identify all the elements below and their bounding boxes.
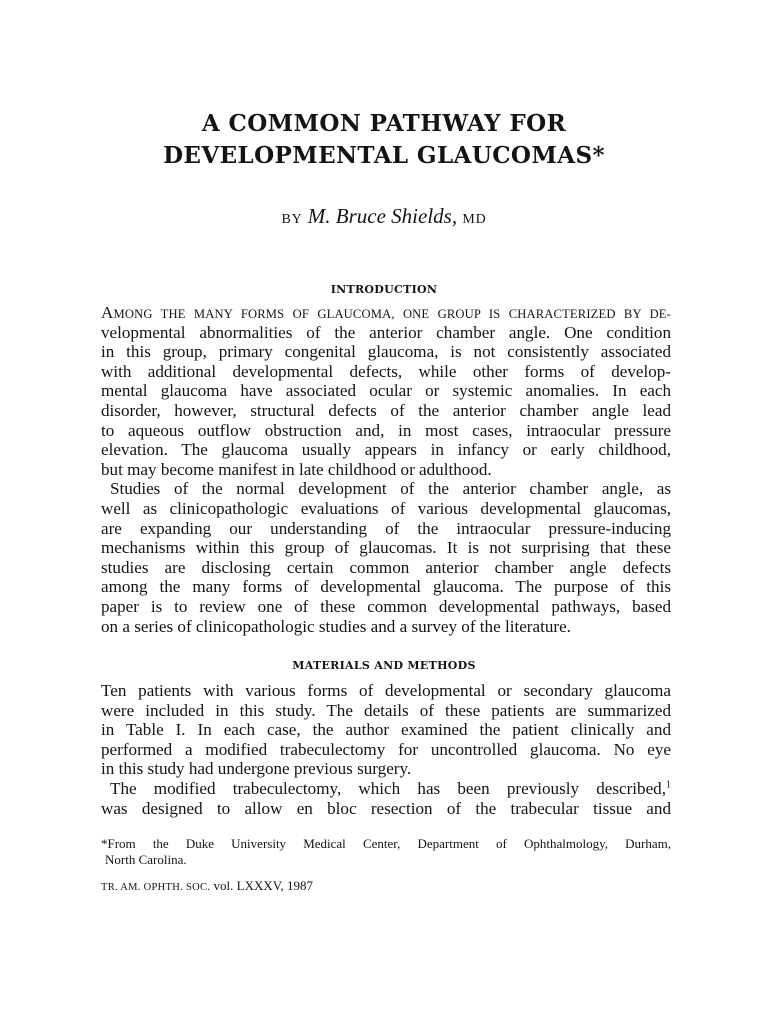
- text-segment: The modified trabeculectomy, which has been previously described,: [110, 778, 666, 798]
- text-line: Studies of the normal development of the anterior chamber angle, as: [110, 479, 671, 499]
- author-name: M. Bruce Shields,: [307, 204, 458, 228]
- text-line: Ten patients with various forms of developmental or secondary glaucoma: [101, 681, 671, 700]
- text-line: performed a modified trabeculectomy for uncontrolled glaucoma. No eye: [101, 739, 671, 759]
- intro-lead-line: [101, 303, 671, 323]
- title-line-1: A COMMON PATHWAY FOR: [201, 110, 567, 137]
- text-line: among the many forms of developmental glaucoma. The purpose of this: [101, 577, 671, 597]
- methods-heading: MATERIALS AND METHODS: [292, 659, 476, 672]
- introduction-body: [101, 303, 671, 636]
- text-line: velopmental abnormalities of the anterior chamber angle. One condition: [101, 322, 671, 342]
- reference-number: 1: [666, 779, 671, 791]
- text-line: in this group, primary congenital glaucoma, is not consistently associated: [101, 342, 671, 362]
- byline: [0, 204, 768, 229]
- text-line: studies are disclosing certain common anterior chamber angle defects: [101, 557, 671, 577]
- text-line: was designed to allow en bloc resection of the trabecular tissue and: [101, 798, 671, 818]
- footnote: [101, 836, 671, 868]
- text-line: in Table I. In each case, the author examined the patient clinically and: [101, 720, 671, 740]
- text-line: in this study had undergone previous surgery.: [101, 759, 412, 779]
- lead-capital: A: [101, 303, 114, 322]
- text-line: to aqueous outflow obstruction and, in most cases, intraocular pressure: [101, 420, 671, 440]
- text-line: are expanding our understanding of the intraocular pressure-inducing: [101, 518, 671, 538]
- text-line: mental glaucoma have associated ocular or systemic anomalies. In each: [101, 381, 671, 401]
- author-degree: MD: [462, 212, 487, 227]
- text-line: disorder, however, structural defects of the anterior chamber angle lead: [101, 400, 671, 420]
- text-line: with additional developmental defects, while other forms of develop-: [101, 361, 671, 381]
- text-line: were included in this study. The details of these patients are summarized: [101, 700, 671, 720]
- lead-smallcaps: MONG THE MANY FORMS OF GLAUCOMA, ONE GROUP IS CHARACTERIZED BY DE-: [113, 307, 671, 321]
- journal-abbreviation: TR. AM. OPHTH. SOC.: [101, 882, 211, 893]
- paper-title: [0, 108, 768, 172]
- text-line: on a series of clinicopathologic studies and a survey of the literature.: [101, 616, 571, 636]
- text-line: paper is to review one of these common developmental pathways, based: [101, 596, 671, 616]
- methods-body: [101, 681, 671, 818]
- journal-volume: vol. LXXXV, 1987: [213, 878, 313, 893]
- footnote-line-1: *From the Duke University Medical Center, Department of Ophthalmology, Durham,: [101, 836, 671, 851]
- title-line-2: DEVELOPMENTAL GLAUCOMAS*: [163, 142, 605, 169]
- text-line-with-reference: [101, 779, 671, 799]
- footnote-line-2: North Carolina.: [105, 852, 187, 867]
- text-line: well as clinicopathologic evaluations of various developmental glaucomas,: [101, 498, 671, 518]
- journal-citation: [101, 878, 313, 894]
- byline-by: BY: [281, 212, 303, 227]
- introduction-heading: INTRODUCTION: [330, 283, 438, 296]
- text-line: mechanisms within this group of glaucomas. It is not surprising that these: [101, 538, 671, 558]
- text-line: elevation. The glaucoma usually appears in infancy or early childhood,: [101, 440, 671, 460]
- text-line: but may become manifest in late childhood or adulthood.: [101, 459, 492, 479]
